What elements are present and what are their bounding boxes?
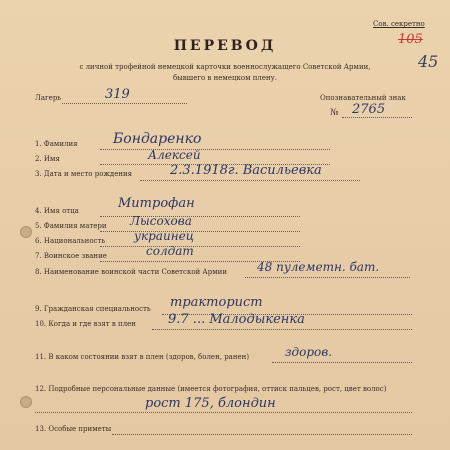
field-label-1: 1. Фамилия bbox=[35, 140, 78, 148]
secret-label: Сов. секретно bbox=[373, 20, 425, 28]
field-label-13: 13. Особые приметы bbox=[35, 425, 112, 433]
punch-hole-bottom bbox=[20, 396, 32, 408]
badge-no: № bbox=[330, 108, 339, 118]
field-value-10: 9.7 ... Малодыкенка bbox=[168, 312, 305, 327]
field-line-5 bbox=[100, 231, 300, 232]
field-value-1: Бондаренко bbox=[113, 131, 202, 147]
field-label-11: 11. В каком состоянии взят в плен (здоров, болен, ранен) bbox=[35, 353, 250, 361]
field-label-2: 2. Имя bbox=[35, 155, 60, 163]
secret-note-red: 105 bbox=[398, 32, 423, 47]
subtitle-line1: с личной трофейной немецкой карточки военнослужащего Советской Армии, bbox=[79, 63, 371, 71]
lager-value: 319 bbox=[105, 87, 130, 102]
field-value-2: Алексей bbox=[148, 148, 201, 162]
badge-line bbox=[342, 117, 412, 118]
field-line-1 bbox=[100, 149, 330, 150]
field-value-5: Лысохова bbox=[130, 214, 192, 228]
field-value-12: рост 175, блондин bbox=[145, 396, 276, 411]
field-line-13 bbox=[112, 434, 412, 435]
field-value-11: здоров. bbox=[285, 345, 333, 359]
field-label-4: 4. Имя отца bbox=[35, 207, 79, 215]
field-label-3: 3. Дата и место рождения bbox=[35, 170, 133, 178]
field-value-7: солдат bbox=[146, 244, 194, 258]
field-label-7: 7. Воинское звание bbox=[35, 252, 107, 260]
secret-note-ink: 45 bbox=[418, 52, 439, 71]
field-line-3 bbox=[140, 180, 360, 181]
field-line-6 bbox=[100, 246, 300, 247]
field-value-4: Митрофан bbox=[118, 196, 195, 211]
lager-line bbox=[62, 103, 187, 104]
document-title: ПЕРЕВОД bbox=[173, 38, 277, 54]
badge-label: Опознавательный знак bbox=[320, 94, 406, 102]
badge-value: 2765 bbox=[352, 102, 386, 117]
field-label-8: 8. Наименование воинской части Советской Армии bbox=[35, 268, 227, 276]
field-label-6: 6. Национальность bbox=[35, 237, 106, 245]
punch-hole-top bbox=[20, 226, 32, 238]
field-label-12: 12. Подробные персональные данные (имеется фотография, оттиск пальцев, рост, цвет волос) bbox=[35, 385, 387, 393]
field-label-10: 10. Когда и где взят в плен bbox=[35, 320, 136, 328]
field-value-9: тракторист bbox=[170, 295, 263, 310]
field-line-10 bbox=[152, 329, 412, 330]
field-value-6: украинец bbox=[134, 229, 195, 243]
field-value-3: 2.3.1918г. Васильевка bbox=[170, 163, 322, 178]
field-label-5: 5. Фамилия матери bbox=[35, 222, 107, 230]
field-value-8: 48 пулеметн. бат. bbox=[257, 260, 380, 274]
field-line-8 bbox=[245, 277, 410, 278]
field-label-9: 9. Гражданская специальность bbox=[35, 305, 151, 313]
field-line-12 bbox=[35, 412, 412, 413]
subtitle-line2: бывшего в немецком плену. bbox=[172, 74, 278, 82]
field-line-11 bbox=[272, 362, 412, 363]
lager-label: Лагерь bbox=[35, 94, 62, 102]
